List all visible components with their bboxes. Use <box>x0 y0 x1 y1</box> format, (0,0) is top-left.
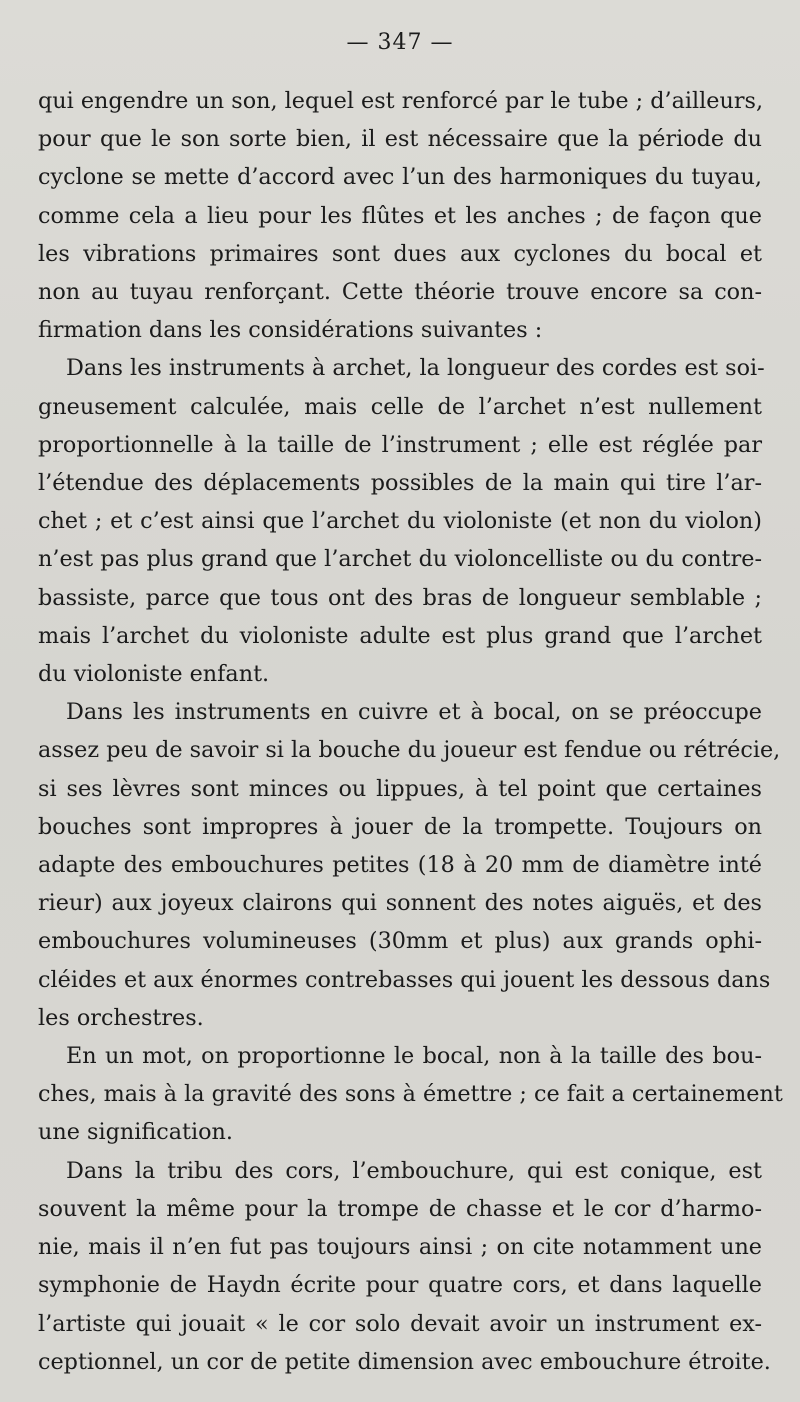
text-line: rieur) aux joyeux clairons qui sonnent des notes aiguës, et des <box>38 890 762 917</box>
text-line: En un mot, on proportionne le bocal, non à la taille des bou- <box>66 1043 762 1070</box>
text-line: cyclone se mette d’accord avec l’un des harmoniques du tuyau, <box>38 164 762 191</box>
text-line: du violoniste enfant. <box>38 661 270 688</box>
text-line: nie, mais il n’en fut pas toujours ainsi ; on cite notamment une <box>38 1234 762 1261</box>
page-body-text <box>38 82 783 1381</box>
page-number: — 347 — <box>346 30 454 55</box>
text-line: adapte des embouchures petites (18 à 20 mm de diamètre inté <box>38 852 762 879</box>
text-line: qui engendre un son, lequel est renforcé par le tube ; d’ailleurs, <box>38 88 764 114</box>
text-line: l’étendue des déplacements possibles de la main qui tire l’ar- <box>38 470 762 497</box>
paragraph <box>38 693 781 1037</box>
text-line: gneusement calculée, mais celle de l’archet n’est nullement <box>38 393 762 420</box>
text-line: les orchestres. <box>38 1004 204 1031</box>
text-line: l’artiste qui jouait « le cor solo devait avoir un instrument ex- <box>38 1310 762 1337</box>
text-line: bouches sont impropres à jouer de la trompette. Toujours on <box>38 813 762 840</box>
paragraph <box>38 82 762 349</box>
text-line: embouchures volumineuses (30mm et plus) aux grands ophi- <box>38 928 762 955</box>
text-line: non au tuyau renforçant. Cette théorie trouve encore sa con- <box>38 279 762 306</box>
text-line: assez peu de savoir si la bouche du joueur est fendue ou rétrécie, <box>38 737 781 764</box>
text-line: bassiste, parce que tous ont des bras de longueur semblable ; <box>38 584 762 611</box>
text-line: cléides et aux énormes contrebasses qui jouent les dessous dans <box>38 966 771 993</box>
paragraph <box>38 349 765 693</box>
text-line: mais l’archet du violoniste adulte est plus grand que l’archet <box>38 622 762 649</box>
text-line: si ses lèvres sont minces ou lippues, à tel point que certaines <box>38 775 762 802</box>
text-line: n’est pas plus grand que l’archet du violoncelliste ou du contre- <box>38 546 762 573</box>
text-line: Dans la tribu des cors, l’embouchure, qui est conique, est <box>66 1157 762 1184</box>
text-line: souvent la même pour la trompe de chasse et le cor d’harmo- <box>38 1195 762 1222</box>
text-line: ches, mais à la gravité des sons à émettre ; ce fait a certainement <box>38 1081 783 1108</box>
text-line: symphonie de Haydn écrite pour quatre cors, et dans laquelle <box>38 1272 762 1299</box>
text-line: firmation dans les considérations suivantes : <box>38 317 543 344</box>
text-line: une signification. <box>38 1119 233 1146</box>
text-line: comme cela a lieu pour les flûtes et les anches ; de façon que <box>38 202 762 229</box>
text-line: proportionnelle à la taille de l’instrument ; elle est réglée par <box>38 431 762 458</box>
text-line: Dans les instruments en cuivre et à bocal, on se préoccupe <box>66 699 762 726</box>
text-line: ceptionnel, un cor de petite dimension avec embouchure étroite. <box>38 1348 771 1375</box>
text-line: Dans les instruments à archet, la longueur des cordes est soi- <box>66 355 765 382</box>
paragraph <box>38 1037 783 1152</box>
paragraph <box>38 1152 771 1381</box>
text-line: les vibrations primaires sont dues aux cyclones du bocal et <box>38 240 762 267</box>
text-line: pour que le son sorte bien, il est nécessaire que la période du <box>38 126 762 153</box>
text-line: chet ; et c’est ainsi que l’archet du violoniste (et non du violon) <box>38 508 762 535</box>
